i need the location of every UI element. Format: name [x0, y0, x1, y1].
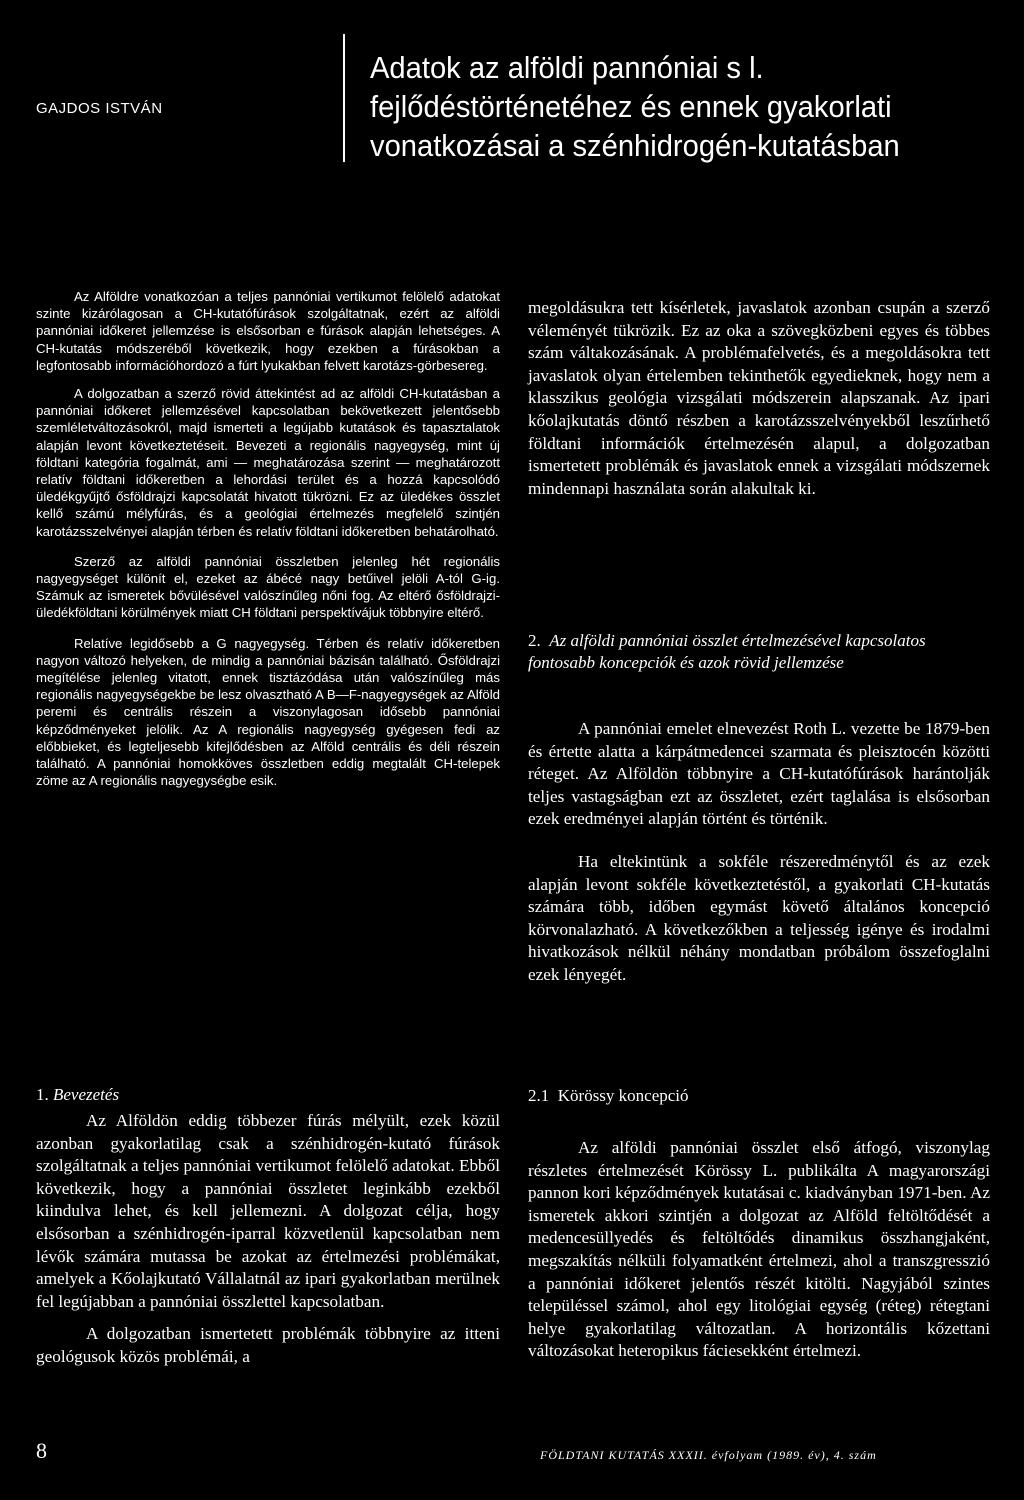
journal-footer: FÖLDTANI KUTATÁS XXXII. évfolyam (1989. év), 4. szám	[540, 1448, 877, 1462]
abstract	[36, 288, 500, 789]
section-2-1-heading	[528, 1085, 990, 1107]
section-number: 2.	[528, 631, 541, 650]
section-2-heading	[528, 630, 990, 674]
section-title: Körössy koncepció	[557, 1086, 689, 1105]
abstract-paragraph: Szerző az alföldi pannóniai összletben jelenleg hét regionális nagyegységet különít el, ezeket az ábécé nagy betűivel jelöli A-tól G-ig. Számuk az ismeretek bővülésével valószínűleg nőni fog. Az eltérő ősföldrajzi-üledékföldtani körülmények miatt CH földtani perspektívájuk többnyire eltérő.	[36, 553, 500, 621]
section-title: Az alföldi pannóniai összlet értelmezésével kapcsolatos fontosabb koncepciók és azok rövid jellemzése	[528, 631, 926, 672]
body-paragraph: Az alföldi pannóniai összlet első átfogó, viszonylag részletes értelmezését Körössy L. publikálta A magyarországi pannon kori képződmények kutatásai c. kiadványban 1971-ben. Az ismeretek akkori szintjén a dolgozat az Alföld feltöltődését a medencesüllyedés és feltöltődés dinamikus összhangjaként, megszakítás nélküli folyamatként értelmezi, ahol a transzgresszió a pannóniai időkeret jelentős részét kitölti. Nagyjából szintes településsel számol, ahol egy litológiai egység (réteg) rétegtani helye gyakorlatilag változatlan. A horizontális kőzettani változásokat heteropikus fáciesekként értelmezi.	[528, 1138, 990, 1361]
abstract-paragraph: Az Alföldre vonatkozóan a teljes pannóniai vertikumot felölelő adatokat szinte kizárólagosan a CH-kutatófúrások szolgáltatnak, ezért az alföldi pannóniai időkeret jellemzése is elsősorban e fúrások alapján lehetséges. A CH-kutatás módszeréből következik, hogy ezekben a fúrásokban a legfontosabb információhordozó a fúrt lyukakban felvett karotázs-görbesereg.	[36, 289, 500, 373]
abstract-paragraph: A dolgozatban a szerző rövid áttekintést ad az alföldi CH-kutatásban a pannóniai időkeret jellemzésével kapcsolatban bekövetkezett jelentősebb szemléletváltozásokról, majd ismerteti a legújabb kutatások és tapasztalatok alapján levont következtetéseit. Bevezeti a regionális nagyegység, mint új földtani kategória fogalmát, ami — meghatározása szerint — meghatározott relatív földtani időkeretben a lehordási terület és a hozzá kapcsolódó üledékgyűjtő ősföldrajzi kapcsolatát hivatott tükrözni. Ez az üledékes összlet kellő számú mélyfúrás, és a geológiai értelmezés megfelelő szintjén karotázsszelvényei alapján térben és relatív földtani időkeretben behatárolható.	[36, 386, 500, 539]
section-title: Bevezetés	[53, 1085, 120, 1104]
section-2-1-body	[528, 1137, 990, 1363]
section-number: 2.1	[528, 1086, 550, 1105]
body-paragraph: A dolgozatban ismertetett problémák többnyire az itteni geológusok közös problémái, a	[36, 1324, 500, 1366]
abstract-paragraph: Relatíve legidősebb a G nagyegység. Térben és relatív időkeretben nagyon változó helyeken, de mindig a pannóniai bázisán található. Ősföldrajzi megítélése jelenleg vitatott, ennek tisztázódása után valószínűleg más regionális nagyegységekbe be lesz olvasztható A B—F-nagyegységek az Alföld peremi és centrális részein a viszonylagosan idősebb pannóniai képződményeket jelölik. Az A regionális nagyegység gyégesen fedi az előbbieket, és legteljesebb kifejlődésben az Alföld centrális és déli részein található. A pannóniai homokköves összletben eddig megtalált CH-telepek zöme az A regionális nagyegységbe esik.	[36, 635, 500, 789]
section-1-heading	[36, 1084, 500, 1106]
title-line: fejlődéstörténetéhez és ennek gyakorlati	[370, 89, 892, 124]
title-line: Adatok az alföldi pannóniai s l.	[370, 50, 764, 85]
right-intro	[528, 297, 990, 500]
section-1-body	[36, 1110, 500, 1369]
body-paragraph: Ha eltekintünk a sokféle részeredménytől és az ezek alapján levont sokféle következtetéstől, a gyakorlati CH-kutatás számára több, időben egymást követő általános koncepció körvonalazható. A következőkben a teljesség igénye és irodalmi hivatkozások nélkül néhány mondatban próbálom összefoglalni ezek lényegét.	[528, 851, 990, 984]
section-number: 1.	[36, 1085, 49, 1104]
header-divider	[343, 34, 345, 162]
body-paragraph: Az Alföldön eddig többezer fúrás mélyült, ezek közül azonban gyakorlatilag csak a szénhidrogén-kutató fúrások szolgáltatnak a teljes pannóniai vertikumot felölelő adatokat. Ebből következik, hogy a pannóniai összletet leginkább ezekből kiindulva lehet, és kell jellemezni. A dolgozat célja, hogy elsősorban a szénhidrogén-iparral közvetlenül kapcsolatban nem lévők számára mutassa be azokat az értelmezési problémákat, amelyek a Kőolajkutató Vállalatnál az ipari gyakorlatban merülnek fel legújabban a pannóniai összlettel kapcsolatban.	[36, 1111, 500, 1311]
author-name: GAJDOS ISTVÁN	[36, 100, 163, 117]
article-title	[370, 48, 972, 165]
section-2-body	[528, 718, 990, 987]
body-paragraph: A pannóniai emelet elnevezést Roth L. vezette be 1879-ben és értette alatta a kárpátmedencei szarmata és pleisztocén közötti réteget. Az Alföldön többnyire a CH-kutatófúrások harántolják teljes vastagságban ezt az összletet, ezért taglalása is elsősorban ezek eredményei alapján történt és történik.	[528, 719, 990, 829]
page-number: 8	[36, 1438, 47, 1463]
body-paragraph: megoldásukra tett kísérletek, javaslatok azonban csupán a szerző véleményét tükrözik. Ez az oka a szövegközbeni egyes és többes szám váltakozásának. A problémafelvetés, és a megoldásokra tett javaslatok olyan értelemben tekinthetők egyedieknek, hogy nem a klasszikus geológia vizsgálati módszerein alapszanak. Az ipari kőolajkutatás döntő részben a karotázsszelvényekből leszűrhető földtani információk értelmezésén alapul, a dolgozatban ismertetett problémák és javaslatok ennek a vizsgálati módszernek mindennapi használata során alakultak ki.	[528, 298, 990, 498]
title-line: vonatkozásai a szénhidrogén-kutatásban	[370, 128, 900, 163]
